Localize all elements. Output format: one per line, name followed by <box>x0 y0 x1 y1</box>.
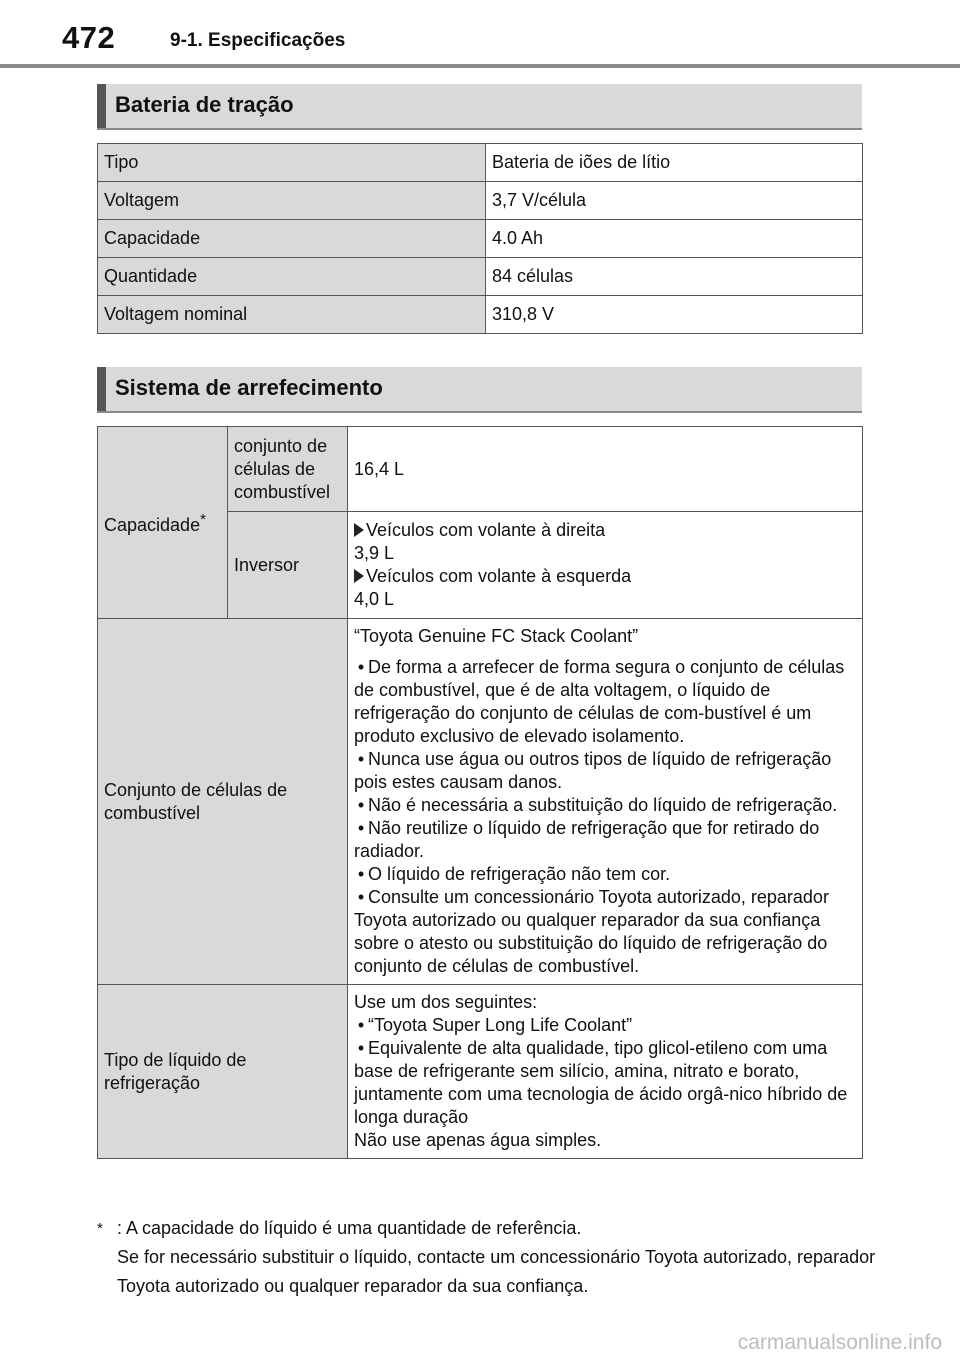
inverter-values <box>348 512 863 619</box>
list-item: • De forma a arrefecer de forma segura o conjunto de células de combustível, que é de alta voltagem, o líquido de refrigeração do conjunto de células de com-bustível é um produto exclusivo de elevado isolamento. <box>354 657 845 746</box>
table-row <box>98 619 863 985</box>
inverter-right-label: Veículos com volante à direita <box>366 520 606 540</box>
spec-key: Quantidade <box>98 258 486 296</box>
traction-battery-title: Bateria de tração <box>115 92 294 117</box>
footnote-text-2: Se for necessário substituir o líquido, contacte um concessionário Toyota autorizado, reparador Toyota autorizado ou qualquer reparador da sua confiança. <box>117 1247 876 1296</box>
traction-battery-heading <box>97 84 862 130</box>
list-item: • O líquido de refrigeração não tem cor. <box>357 864 671 884</box>
spec-value: 310,8 V <box>486 296 863 334</box>
triangle-icon <box>354 569 364 583</box>
table-row <box>98 258 863 296</box>
page-header <box>0 0 960 66</box>
fc-stack-intro: “Toyota Genuine FC Stack Coolant” <box>354 626 639 646</box>
spec-key: Voltagem nominal <box>98 296 486 334</box>
list-item: • Equivalente de alta qualidade, tipo glicol-etileno com uma base de refrigerante sem silício, amina, nitrato e borato, juntamente com uma tecnologia de ácido orgâ-nico híbrido de longa duração <box>354 1038 848 1127</box>
spec-value: 84 células <box>486 258 863 296</box>
table-row <box>98 296 863 334</box>
coolant-type-intro: Use um dos seguintes: <box>354 992 538 1012</box>
list-item: • Não é necessária a substituição do líquido de refrigeração. <box>357 795 838 815</box>
watermark: carmanualsonline.info <box>737 1331 942 1354</box>
fc-label: conjunto de células de combustível <box>228 427 348 512</box>
list-item: • Consulte um concessionário Toyota autorizado, reparador Toyota autorizado ou qualquer reparador da sua confiança sobre o atesto ou substituição do líquido de refrigeração do conjunto de células de combustível. <box>354 887 829 976</box>
fc-stack-description <box>348 619 863 985</box>
spec-key: Capacidade <box>98 220 486 258</box>
inverter-left-label: Veículos com volante à esquerda <box>366 566 632 586</box>
spec-value: 3,7 V/célula <box>486 182 863 220</box>
spec-value: Bateria de iões de lítio <box>486 144 863 182</box>
inverter-left-value: 4,0 L <box>354 589 395 609</box>
page-number: 472 <box>62 20 116 55</box>
inverter-right-value: 3,9 L <box>354 543 395 563</box>
cooling-system-table <box>97 426 863 1159</box>
coolant-type-description <box>348 985 863 1159</box>
heading-bar <box>97 84 106 128</box>
heading-bar <box>97 367 106 411</box>
list-item <box>354 519 856 542</box>
spec-key: Voltagem <box>98 182 486 220</box>
table-row <box>98 182 863 220</box>
inverter-label: Inversor <box>228 512 348 619</box>
table-row <box>98 427 863 512</box>
spec-value: 4.0 Ah <box>486 220 863 258</box>
list-item <box>354 565 856 588</box>
footnote-star: * <box>97 1220 103 1237</box>
capacity-cell <box>98 427 228 619</box>
header-rule <box>0 64 960 68</box>
table-row <box>98 985 863 1159</box>
list-item: • Nunca use água ou outros tipos de líquido de refrigeração pois estes causam danos. <box>354 749 832 792</box>
footnote-text: : A capacidade do líquido é uma quantidade de referência. <box>117 1218 582 1238</box>
list-item: • “Toyota Super Long Life Coolant” <box>357 1015 633 1035</box>
cooling-system-title: Sistema de arrefecimento <box>115 375 383 400</box>
footnote-mark: * <box>200 511 206 528</box>
coolant-type-label: Tipo de líquido de refrigeração <box>98 985 348 1159</box>
coolant-type-note: Não use apenas água simples. <box>354 1130 602 1150</box>
list-item: • Não reutilize o líquido de refrigeração que for retirado do radiador. <box>354 818 820 861</box>
cooling-system-heading <box>97 367 862 413</box>
capacity-label: Capacidade <box>104 515 201 535</box>
fc-stack-label: Conjunto de células de combustível <box>98 619 348 985</box>
triangle-icon <box>354 523 364 537</box>
table-row <box>98 220 863 258</box>
spec-key: Tipo <box>98 144 486 182</box>
traction-battery-table <box>97 143 863 334</box>
table-row <box>98 144 863 182</box>
section-title: 9-1. Especificações <box>170 30 346 51</box>
fc-value: 16,4 L <box>348 427 863 512</box>
